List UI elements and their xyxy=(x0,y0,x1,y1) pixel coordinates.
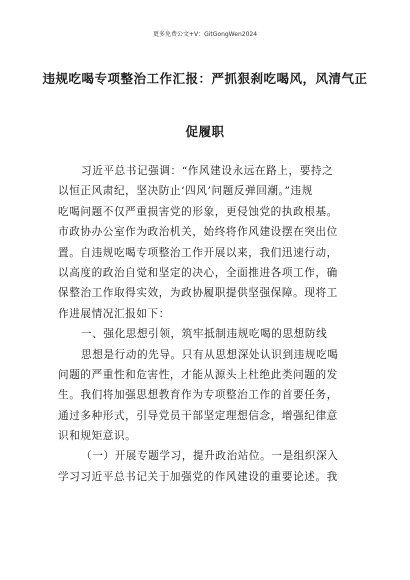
body-line: 习近平总书记强调：“作风建设永远在路上，要持之 xyxy=(81,165,334,177)
body-line: 以恒正风肃纪，坚决防止‘四风’问题反弹回潮。”违规 xyxy=(58,185,313,198)
subsection-heading: （一）开展专题学习，提升政治站位。一是组织深入 xyxy=(81,450,339,463)
body-line: 作进展情况汇报如下： xyxy=(58,307,170,320)
document-title-line-1: 违规吃喝专项整治工作汇报：严抓狠刹吃喝风，风清气正 xyxy=(42,71,368,86)
body-line: 识和规矩意识。 xyxy=(58,430,137,443)
body-line: 市政协办公室作为政治机关，始终将作风建设摆在突出位 xyxy=(58,226,338,239)
section-heading: 一、强化思想引领，筑牢抵制违规吃喝的思想防线 xyxy=(81,328,328,341)
body-line: 置。自违规吃喝专项整治工作开展以来，我们迅速行动， xyxy=(58,246,338,259)
body-line: 保整治工作取得实效，为政协履职提供坚强保障。现将工 xyxy=(58,287,338,300)
body-line: 学习习近平总书记关于加强党的作风建设的重要论述。我 xyxy=(58,470,338,483)
body-line: 以高度的政治自觉和坚定的决心，全面推进各项工作，确 xyxy=(58,266,338,279)
body-line: 通过多种形式，引导党员干部坚定理想信念，增强纪律意 xyxy=(58,409,338,422)
body-line: 生。我们将加强思想教育作为专项整治工作的首要任务， xyxy=(58,389,338,402)
document-title-line-2: 促履职 xyxy=(185,124,225,139)
page-header: 更多免费公文+V：GitGongWen2024 xyxy=(152,31,258,38)
body-line: 问题的严重性和危害性，才能从源头上杜绝此类问题的发 xyxy=(58,368,338,381)
body-line: 思想是行动的先导。只有从思想深处认识到违规吃喝 xyxy=(81,348,339,361)
body-line: 吃喝问题不仅严重损害党的形象，更侵蚀党的执政根基。 xyxy=(58,205,338,218)
document-body xyxy=(58,161,352,487)
